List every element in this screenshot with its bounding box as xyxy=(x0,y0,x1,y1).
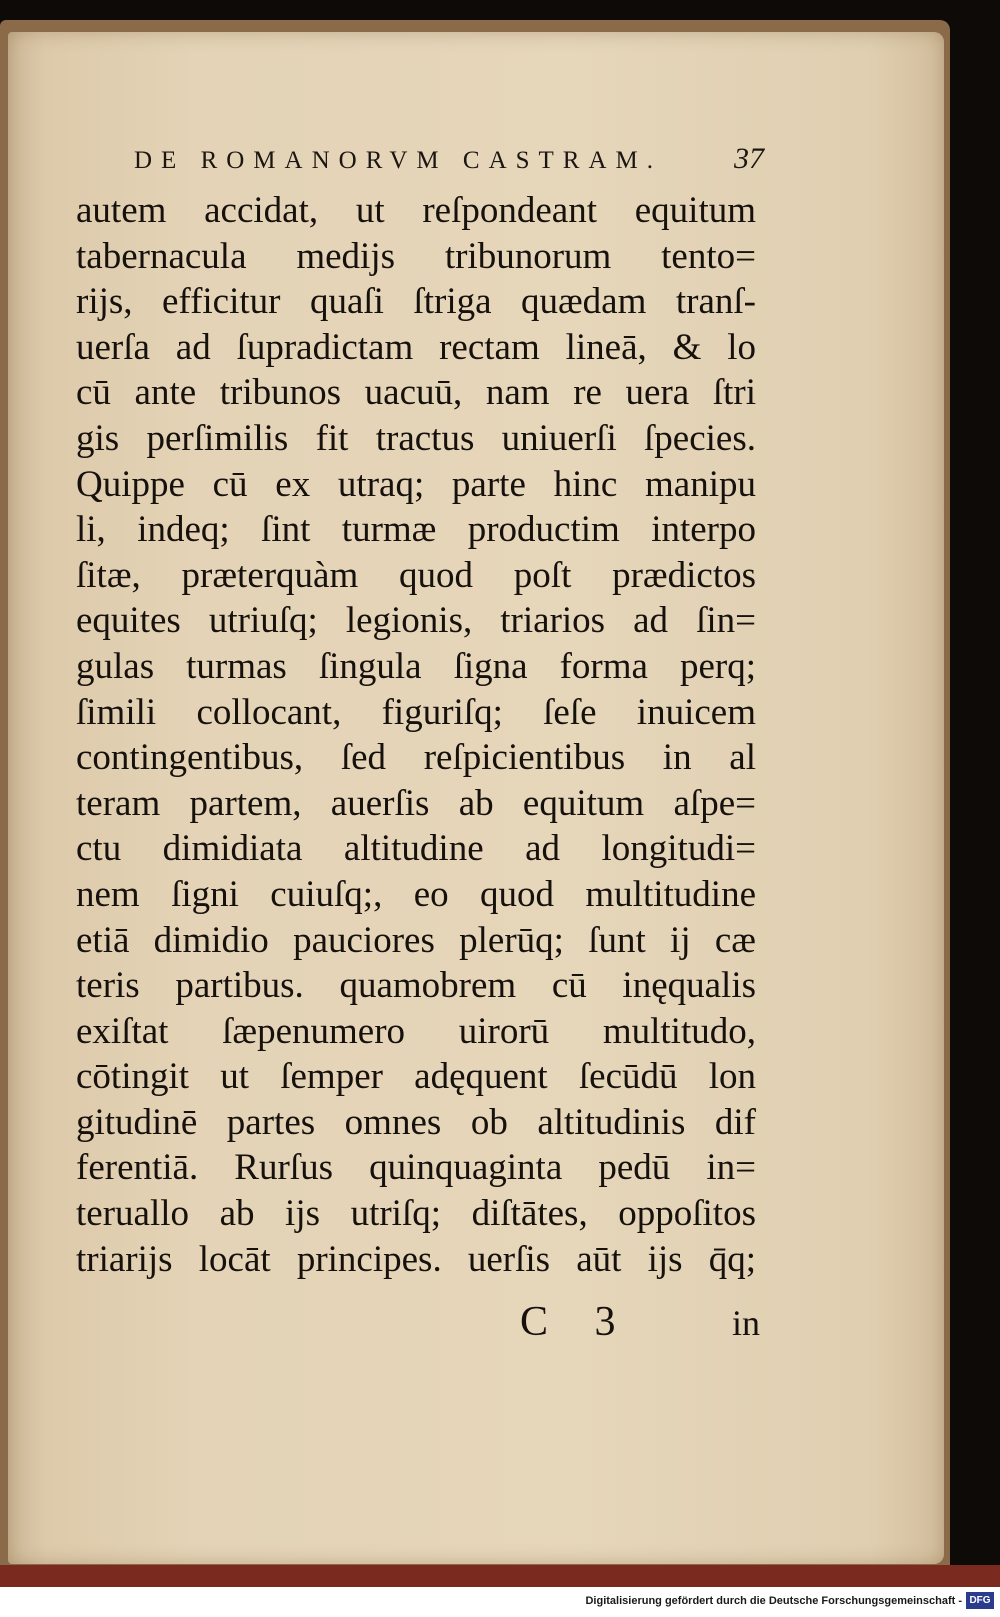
text-line: teris partibus. quamobrem cū inęqualis xyxy=(76,965,756,1007)
text-line: gis perſimilis fit tractus uniuerſi ſpecies. xyxy=(76,417,756,459)
text-line: etiā dimidio pauciores plerūq; ſunt ij cæ xyxy=(76,919,756,961)
text-line: teram partem, auerſis ab equitum aſpe= xyxy=(76,782,756,824)
text-line: gitudinē partes omnes ob altitudinis dif xyxy=(76,1101,756,1143)
running-head-title: DE ROMANORVM CASTRAM. xyxy=(134,147,663,174)
text-line: autem accidat, ut reſpondeant equitum xyxy=(76,190,756,231)
text-line: triarijs locāt principes. uerſis aūt ijs q̄q; xyxy=(76,1238,756,1280)
text-line: ctu dimidiata altitudine ad longitudi= xyxy=(76,828,756,870)
signature-mark: C 3 xyxy=(520,1299,634,1345)
text-line: ſitæ, præterquàm quod poſt prædictos xyxy=(76,554,756,596)
text-line: teruallo ab ijs utriſq; diſtātes, oppoſitos xyxy=(76,1193,756,1235)
body-text xyxy=(76,188,756,1282)
text-line: equites utriuſq; legionis, triarios ad ſin= xyxy=(76,600,756,642)
footer-bar xyxy=(0,1587,1000,1617)
text-line: ferentiā. Rurſus quinquaginta pedū in= xyxy=(76,1147,756,1189)
text-line: nem ſigni cuiuſq;, eo quod multitudine xyxy=(76,873,756,915)
text-line: exiſtat ſæpenumero uirorū multitudo, xyxy=(76,1010,756,1052)
text-line: ſimili collocant, figuriſq; ſeſe inuicem xyxy=(76,691,756,733)
signature-line xyxy=(520,1298,760,1348)
text-line: cōtingit ut ſemper adęquent ſecūdū lon xyxy=(76,1056,756,1098)
binding-band xyxy=(0,1565,1000,1587)
text-line: gulas turmas ſingula ſigna forma perq; xyxy=(76,645,756,687)
dfg-logo: DFG xyxy=(966,1592,994,1609)
page-number: 37 xyxy=(734,142,764,175)
text-line: tabernacula medijs tribunorum tento= xyxy=(76,235,756,277)
catchword: in xyxy=(731,1303,760,1343)
text-line: Quippe cū ex utraq; parte hinc manipu xyxy=(76,463,756,505)
running-head xyxy=(134,142,764,182)
funding-credit: Digitalisierung gefördert durch die Deutsche Forschungsgemeinschaft - xyxy=(585,1595,962,1607)
text-line: uerſa ad ſupradictam rectam lineā, & lo xyxy=(76,326,756,368)
text-line: cū ante tribunos uacuū, nam re uera ſtri xyxy=(76,372,756,414)
text-line: li, indeq; ſint turmæ productim interpo xyxy=(76,509,756,551)
text-line: rijs, efficitur quaſi ſtriga quædam tranſ- xyxy=(76,281,756,323)
text-line: contingentibus, ſed reſpicientibus in al xyxy=(76,737,756,779)
